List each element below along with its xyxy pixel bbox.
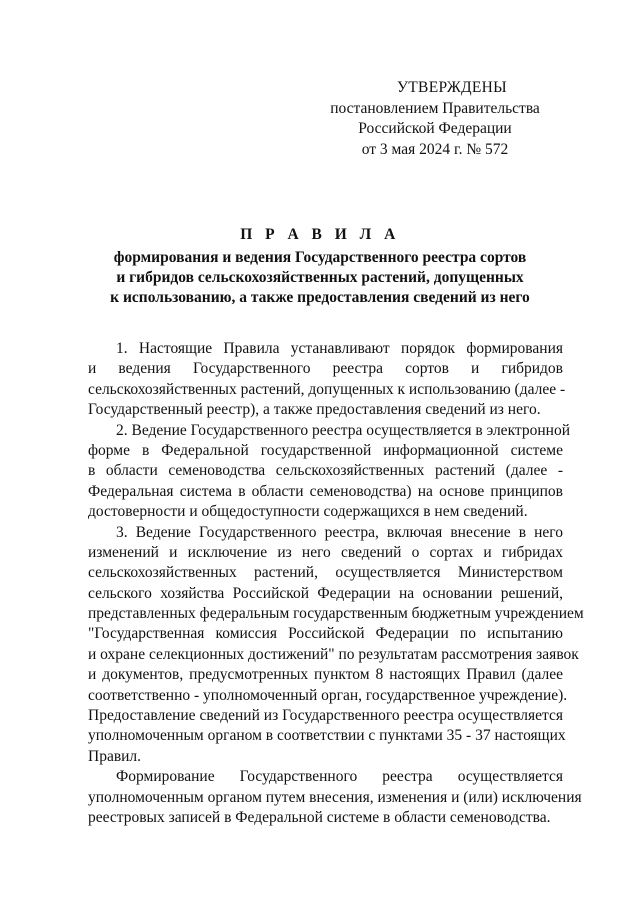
- approval-line-3: от 3 мая 2024 г. № 572: [361, 140, 509, 158]
- text-line: Формирование Государственного реестра осуществляется: [116, 768, 563, 786]
- text-line: сельскохозяйственных растений, допущенных к использованию (далее -: [88, 380, 566, 398]
- text-line: Правил.: [88, 747, 142, 765]
- text-line: 1. Настоящие Правила устанавливают порядок формирования: [116, 340, 563, 357]
- document-subtitle: [90, 248, 550, 308]
- paragraph-1: [88, 339, 566, 421]
- text-line: достоверности и общедоступности содержащихся в нем сведений.: [88, 503, 528, 521]
- text-line: Федеральная система в области семеноводства) на основе принципов: [88, 482, 563, 500]
- paragraph-3: [88, 523, 584, 768]
- paragraph-2: [88, 421, 570, 523]
- text-line: уполномоченным органом путем внесения, изменения и (или) исключения: [88, 788, 582, 806]
- subtitle-line: и гибридов сельскохозяйственных растений, допущенных: [116, 269, 524, 286]
- text-line: в области семеноводства сельскохозяйственных растений (далее -: [88, 462, 563, 480]
- subtitle-line: формирования и ведения Государственного реестра сортов: [113, 249, 527, 266]
- text-line: представленных федеральным государственным бюджетным учреждением: [88, 605, 584, 623]
- text-line: уполномоченным органом в соответствии с пунктами 35 - 37 настоящих: [88, 727, 566, 745]
- approval-stamp: УТВЕРЖДЕНЫ: [397, 79, 507, 96]
- document-body: [88, 339, 584, 828]
- text-line: форме в Федеральной государственной информационной системе: [88, 441, 563, 459]
- text-line: соответственно - уполномоченный орган, государственное учреждение).: [88, 686, 568, 704]
- text-line: "Государственная комиссия Российской Федерации по испытанию: [88, 625, 563, 643]
- approval-line-1: постановлением Правительства: [330, 99, 540, 117]
- text-line: сельскохозяйственных растений, осуществляется Министерством: [88, 564, 563, 582]
- document-title: П Р А В И Л А: [240, 226, 400, 243]
- text-line: и охране селекционных достижений" по результатам рассмотрения заявок: [88, 645, 579, 663]
- text-line: сельского хозяйства Российской Федерации на основании решений,: [88, 584, 563, 602]
- paragraph-4: [88, 767, 582, 828]
- approval-block: [300, 78, 570, 160]
- text-line: и ведения Государственного реестра сортов и гибридов: [88, 360, 563, 378]
- text-line: 3. Ведение Государственного реестра, включая внесение в него: [116, 523, 563, 541]
- text-line: 2. Ведение Государственного реестра осуществляется в электронной: [116, 421, 570, 439]
- text-line: и документов, предусмотренных пунктом 8 настоящих Правил (далее: [88, 666, 563, 684]
- subtitle-line: к использованию, а также предоставления сведений из него: [110, 289, 530, 306]
- approval-line-2: Российской Федерации: [358, 120, 512, 137]
- text-line: Предоставление сведений из Государственного реестра осуществляется: [88, 707, 563, 725]
- text-line: Государственный реестр), а также предоставления сведений из него.: [88, 401, 541, 419]
- text-line: реестровых записей в Федеральной системе в области семеноводства.: [88, 808, 551, 826]
- text-line: изменений и исключение из него сведений о сортах и гибридах: [88, 543, 563, 561]
